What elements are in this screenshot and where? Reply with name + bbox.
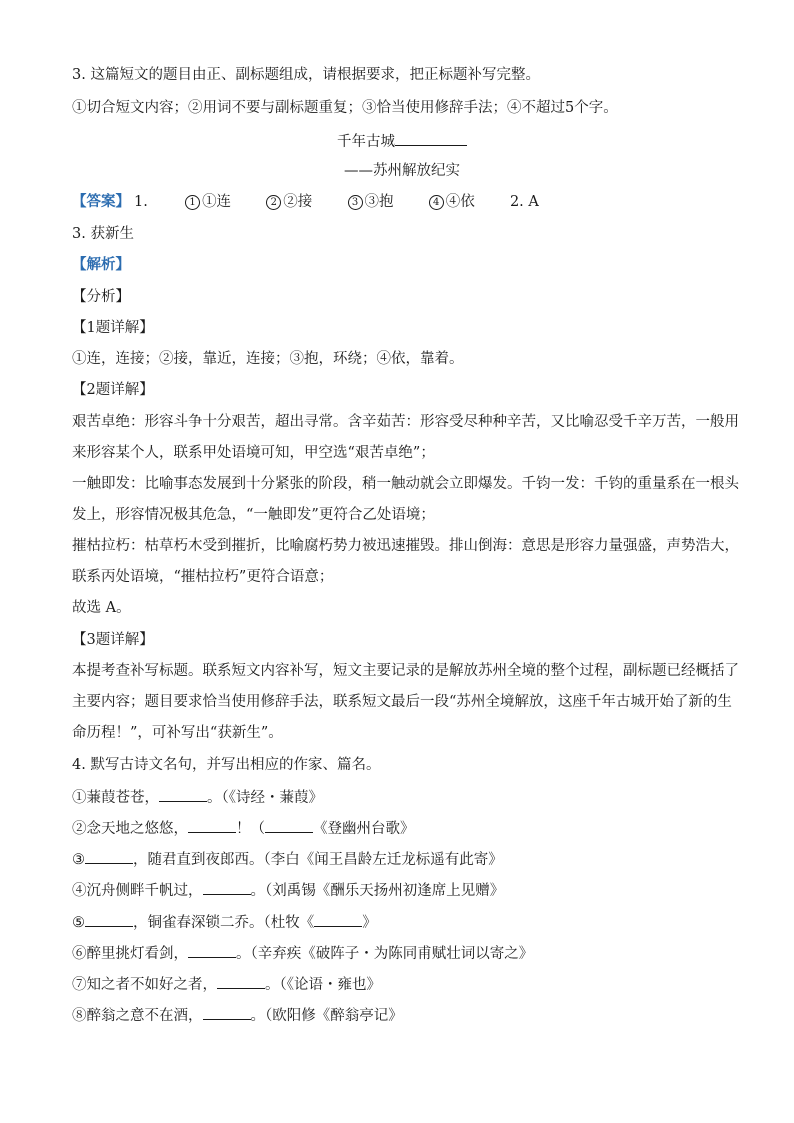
q4-item: ④沉舟侧畔千帆过， 。（刘禹锡《酬乐天扬州初逢席上见赠》 [72, 880, 504, 900]
q4-item: ①蒹葭苍苍， 。（《诗经・蒹葭》 [72, 787, 323, 807]
q4-item: ⑦知之者不如好之者， 。（《论语・雍也》 [72, 974, 381, 994]
answer-tag: 【答案】 [72, 193, 130, 210]
title-main: 千年古城 [337, 134, 395, 150]
q4-item: ⑤ ，铜雀春深锁二乔。（杜牧《 》 [72, 912, 377, 932]
detail2-line: 一触即发：比喻事态发展到十分紧张的阶段，稍一触动就会立即爆发。千钧一发：千钧的重量系在一根头 [72, 476, 739, 492]
detail2-line: 故选 A。 [72, 600, 131, 616]
title-blank [395, 131, 467, 146]
subtitle: ——苏州解放纪实 [344, 163, 460, 179]
detail2-line: 艰苦卓绝：形容斗争十分艰苦，超出寻常。含辛茹苦：形容受尽种种辛苦，又比喻忍受千辛万苦，一般用 [72, 414, 739, 430]
q4-item: ③ ，随君直到夜郎西。（李白《闻王昌龄左迁龙标遥有此寄》 [72, 849, 503, 869]
answer-item: 3 ③抱 [348, 193, 394, 211]
detail2-line: 发上，形容情况极其危急，“一触即发”更符合乙处语境； [72, 507, 435, 523]
q4-prompt: 4. 默写古诗文名句，并写出相应的作家、篇名。 [72, 757, 381, 773]
detail3-line: 命历程！”，可补写出“获新生”。 [72, 725, 283, 741]
q3-requirements: ①切合短文内容；②用词不要与副标题重复；③恰当使用修辞手法；④不超过5个字。 [72, 100, 618, 116]
answer-item: 2 ②接 [266, 193, 312, 211]
detail2-line: 摧枯拉朽：枯草朽木受到摧折，比喻腐朽势力被迅速摧毁。排山倒海：意思是形容力量强盛，声势浩大， [72, 538, 739, 554]
detail3-line: 本提考查补写标题。联系短文内容补写，短文主要记录的是解放苏州全境的整个过程，副标题已经概括了 [72, 663, 739, 679]
answer-item: 1 ①连 [185, 193, 231, 211]
title-line [72, 131, 732, 151]
answer-item: 4 ④依 [429, 193, 475, 211]
detail2-line: 联系丙处语境，“摧枯拉朽”更符合语意； [72, 569, 334, 585]
answer-line [72, 193, 539, 211]
q4-item: ⑧醉翁之意不在酒， 。（欧阳修《醉翁亭记》 [72, 1005, 403, 1025]
answer-q2: 2. A [509, 194, 539, 210]
answer-q1-label: 1. [134, 194, 148, 210]
q4-item: ②念天地之悠悠， ！（ 《登幽州台歌》 [72, 818, 415, 838]
analysis-tag: 【解析】 [72, 256, 130, 273]
answer-q3: 3. 获新生 [72, 226, 134, 242]
detail1-head: 【1题详解】 [72, 320, 154, 336]
q3-prompt: 3. 这篇短文的题目由正、副标题组成，请根据要求，把正标题补写完整。 [72, 67, 540, 83]
detail3-line: 主要内容；题目要求恰当使用修辞手法，联系短文最后一段“苏州全境解放，这座千年古城开始了新的生 [72, 694, 732, 710]
fenxi-head: 【分析】 [72, 289, 130, 305]
q4-item: ⑥醉里挑灯看剑， 。（辛弃疾《破阵子・为陈同甫赋壮词以寄之》 [72, 943, 533, 963]
detail3-head: 【3题详解】 [72, 632, 154, 648]
detail2-line: 来形容某个人，联系甲处语境可知，甲空选“艰苦卓绝”； [72, 445, 435, 461]
detail2-head: 【2题详解】 [72, 382, 154, 398]
detail1-text: ①连，连接；②接，靠近，连接；③抱，环绕；④依，靠着。 [72, 351, 464, 367]
